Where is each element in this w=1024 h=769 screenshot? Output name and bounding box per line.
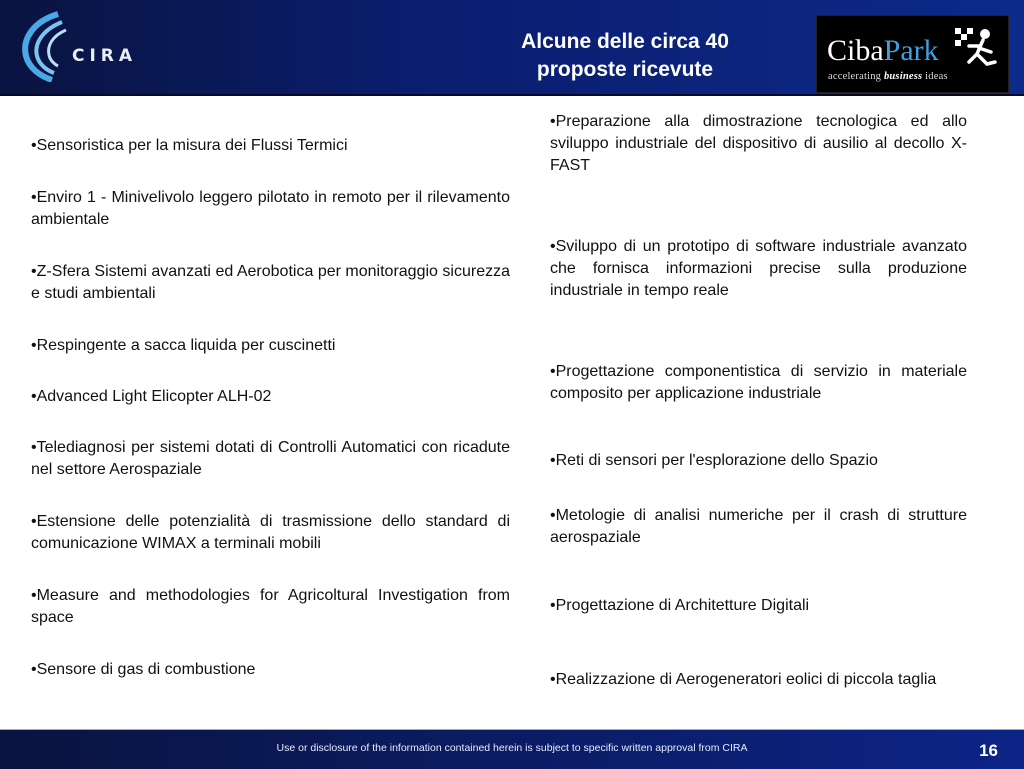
footer-disclaimer: Use or disclosure of the information contained herein is subject to specific written approval from CIRA [276, 742, 748, 754]
slide-title [440, 28, 810, 84]
list-item: •Sviluppo di un prototipo di software industriale avanzato che fornisca informazioni precise sulla produzione industriale in tempo reale [550, 238, 967, 299]
list-item: •Estensione delle potenzialità di trasmissione dello standard di comunicazione WIMAX a terminali mobili [31, 513, 510, 552]
tagline-post: ideas [922, 71, 948, 82]
header-bar [0, 0, 1024, 96]
list-item: •Z-Sfera Sistemi avanzati ed Aerobotica per monitoraggio sicurezza e studi ambientali [31, 263, 510, 302]
list-item: •Respingente a sacca liquida per cuscinetti [31, 337, 336, 354]
list-item: •Sensoristica per la misura dei Flussi Termici [31, 137, 348, 154]
cibapark-logo [816, 15, 1009, 93]
list-item: •Measure and methodologies for Agricoltural Investigation from space [31, 587, 510, 626]
cira-logo [18, 10, 168, 82]
footer-bar [0, 729, 1024, 769]
list-item: •Telediagnosi per sistemi dotati di Controlli Automatici con ricadute nel settore Aerospaziale [31, 439, 510, 478]
cibapark-wordmark [827, 34, 939, 68]
ciba-word: Ciba [827, 34, 884, 67]
tagline-pre: accelerating [828, 71, 884, 82]
list-item: •Progettazione di Architetture Digitali [550, 597, 810, 614]
list-item: •Progettazione componentistica di servizio in materiale composito per applicazione industriale [550, 363, 967, 402]
page-number: 16 [979, 741, 998, 760]
list-item: •Sensore di gas di combustione [31, 661, 256, 678]
list-item: •Advanced Light Elicopter ALH-02 [31, 388, 272, 405]
list-item: •Preparazione alla dimostrazione tecnologica ed allo sviluppo industriale del dispositivo di ausilio al decollo X-FAST [550, 113, 967, 174]
title-line-2: proposte ricevute [536, 58, 714, 81]
tagline-em: business [883, 71, 923, 82]
list-item: •Enviro 1 - Minivelivolo leggero pilotato in remoto per il rilevamento ambientale [31, 189, 510, 228]
title-line-1: Alcune delle circa 40 [521, 30, 729, 53]
list-item: •Reti di sensori per l'esplorazione dello Spazio [550, 452, 878, 469]
runner-icon [949, 22, 1005, 78]
park-word: Park [883, 34, 939, 67]
cibapark-tagline [828, 71, 948, 82]
cira-logo-text: CIRA [72, 46, 138, 66]
list-item: •Metologie di analisi numeriche per il crash di strutture aerospaziale [550, 507, 967, 546]
list-item: •Realizzazione di Aerogeneratori eolici di piccola taglia [550, 671, 937, 688]
